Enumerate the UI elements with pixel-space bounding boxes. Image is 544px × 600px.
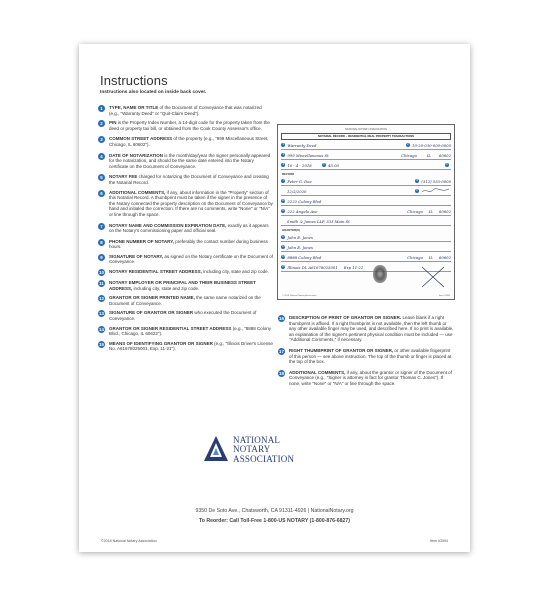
form-entry-city2: Chicago <box>407 208 423 214</box>
form-entry-grantor-sig: John E. Jones <box>287 244 313 250</box>
instruction-text <box>289 315 454 343</box>
form-entry-exp2: Exp 11-21 <box>343 264 364 270</box>
instruction-body: including city, state and zip code. <box>132 285 200 291</box>
instruction-number: 17 <box>279 348 284 354</box>
instruction-heading: GRANTOR OR SIGNER RESIDENTIAL STREET ADDRESS <box>109 325 232 331</box>
form-row-notary-exp <box>281 187 451 196</box>
instruction-heading: NOTARY RESIDENTIAL STREET ADDRESS, <box>109 269 202 275</box>
form-marker: 14 <box>281 254 285 258</box>
notarial-record-sample-form <box>277 124 455 300</box>
form-entry-id: Illinois DL A61678025001 <box>287 264 338 270</box>
instruction-number: 12 <box>99 296 104 302</box>
instruction-heading: TYPE, NAME OR TITLE <box>109 105 159 110</box>
instruction-text <box>109 326 273 337</box>
form-row-notary-addr <box>281 197 451 206</box>
form-entry-notary: Peter G. Doe <box>287 178 312 184</box>
form-marker: 5 <box>323 162 325 166</box>
instruction-text <box>109 254 273 265</box>
form-entry-fee: $5.00 <box>328 162 339 168</box>
instruction-number: 11 <box>99 281 104 287</box>
instruction-item <box>98 341 273 352</box>
notary-signature-scribble <box>421 188 451 194</box>
instruction-body: (e.g., "8888 Colony Blvd., Chicago, IL 60622"). <box>109 325 272 337</box>
document-page <box>79 44 470 552</box>
instruction-heading: ADDITIONAL COMMENTS, <box>289 369 346 375</box>
form-footer-left: © 2018 National Notary Association <box>282 295 317 297</box>
instruction-number: 10 <box>99 270 104 276</box>
instruction-text <box>109 341 273 352</box>
form-header: NATIONAL NOTARY ASSOCIATION <box>344 128 388 131</box>
form-row-date <box>281 161 451 170</box>
instruction-number: 13 <box>99 311 104 317</box>
instruction-number: 16 <box>279 316 284 321</box>
instruction-body: including city, state and zip code. <box>201 269 269 275</box>
instruction-number: 5 <box>98 174 105 181</box>
form-marker: 6 <box>446 162 448 166</box>
instruction-heading: NOTARY NAME AND COMMISSION EXPIRATION DATE, <box>109 222 227 228</box>
instruction-item <box>98 326 273 337</box>
reorder-line: To Reorder: Call Toll-Free 1-800-US NOTARY (1-800-876-6827) <box>198 518 351 524</box>
instruction-item <box>98 153 273 170</box>
form-footer-right: Item #3594 <box>439 295 450 297</box>
instruction-item <box>98 254 273 265</box>
instruction-item <box>98 136 273 147</box>
instruction-heading: DESCRIPTION OF PRINT OF GRANTOR OR SIGNER. <box>289 315 402 320</box>
form-row-notary <box>281 177 451 186</box>
logo-line2: NOTARY <box>233 444 271 455</box>
form-marker: 8 <box>416 178 418 182</box>
page-title: Instructions <box>100 73 168 88</box>
form-entry-state: IL <box>426 152 431 158</box>
form-row-address <box>281 151 451 160</box>
form-entry-grantor-addr: 8888 Colony Blvd <box>287 254 322 260</box>
instruction-item <box>98 310 273 321</box>
instruction-body: exactly as it appears on the Notary's commissioning paper and official seal. <box>109 222 269 234</box>
instruction-number: 15 <box>99 341 104 347</box>
instruction-number: 1 <box>98 105 105 112</box>
form-row-doc <box>281 141 451 150</box>
form-marker: 15 <box>281 264 285 268</box>
instructions-left-column <box>98 105 273 356</box>
instructions-right-column <box>278 315 454 392</box>
instruction-item <box>278 315 454 343</box>
instruction-body: if any, about information in the "Property" section of this Notarial Record. A thumbprint must be taken if the signer in the presence of the Notary connected the property description on the Document of Conveyance by hand and initialed the correction. If there are no comments, write "None" or "N/A" or line through the space. <box>109 189 273 217</box>
form-entry-state2: IL <box>428 208 433 214</box>
form-entry-city3: Chicago <box>407 254 423 260</box>
form-entry-grantor: John E. Jones <box>287 234 313 240</box>
instruction-heading: SIGNATURE OF NOTARY, <box>109 253 164 259</box>
instruction-body: Leave blank if a right thumbprint is affixed. If a right thumbprint is not available, then the left thumb or any other available finger may be used, and described here. If no print is available, an explanation of the signer's pertinent physical condition must be included — use "Additional Comments," if necessary. <box>289 315 454 343</box>
form-entry-pin: 10-20-030-000-0000 <box>412 142 451 148</box>
instruction-body: preferably the contact number during business hours. <box>109 238 268 250</box>
form-marker: 7 <box>282 178 284 182</box>
instruction-heading: MEANS OF IDENTIFYING GRANTOR OR SIGNER <box>109 340 213 346</box>
instruction-heading: ADDITIONAL COMMENTS, <box>109 189 166 195</box>
instruction-item <box>278 348 454 365</box>
instruction-item <box>98 295 273 306</box>
form-marker: 9 <box>416 188 418 192</box>
form-marker: 1 <box>282 142 284 146</box>
instruction-text <box>109 310 273 321</box>
form-marker: 4 <box>282 162 284 166</box>
form-entry-employer-addr: 222 Angelo Ave <box>287 208 318 214</box>
instruction-number: 18 <box>279 370 284 376</box>
instruction-item <box>98 120 273 131</box>
instruction-heading: PHONE NUMBER OF NOTARY, <box>109 238 175 244</box>
logo-line3: ASSOCIATION <box>233 453 295 464</box>
form-entry-notary-addr: 2222 Colony Blvd <box>287 198 322 204</box>
form-title-bar: NOTARIAL RECORD – RESIDENTIAL REAL PROPERTY TRANSACTIONS <box>281 133 451 140</box>
instruction-heading: COMMON STREET ADDRESS <box>109 136 173 142</box>
instruction-heading: SIGNATURE OF GRANTOR OR SIGNER <box>109 310 194 316</box>
form-row-employer <box>281 217 451 226</box>
instruction-body: of the Document of Conveyance that was notarized (e.g., "Warranty Deed" or "Quit-Claim Deed"). <box>109 105 262 116</box>
logo-line1: NATIONAL <box>233 435 281 445</box>
copyright: ©2018 National Notary Association <box>101 539 157 543</box>
org-address: 9350 De Soto Ave., Chatsworth, CA 91311-4926 | NationalNotary.org <box>195 508 354 514</box>
instruction-body: of the property (e.g., "999 Miscellaneous Street, Chicago, IL 60602"). <box>109 136 269 147</box>
form-entry-zip2: 60602 <box>438 208 451 214</box>
instruction-text <box>109 153 273 170</box>
instruction-body: (e.g., "Illinois Driver's License No. A61678025001, Exp. 11-21"). <box>109 340 273 352</box>
instruction-number: 2 <box>98 120 105 127</box>
instruction-text <box>109 223 273 234</box>
instruction-text <box>109 239 273 250</box>
instruction-item <box>98 223 273 234</box>
instruction-text <box>109 105 273 116</box>
instruction-item <box>98 269 273 276</box>
instruction-item <box>278 370 454 387</box>
instruction-number: 7 <box>98 223 105 230</box>
instruction-item <box>98 174 273 185</box>
instruction-text <box>109 295 273 306</box>
instruction-heading: NOTARY EMPLOYER OR PRINCIPAL AND THEIR BUSINESS STREET ADDRESS, <box>109 280 256 291</box>
form-marker: 2 <box>407 142 409 146</box>
instruction-number: 4 <box>98 153 105 160</box>
instruction-heading: RIGHT THUMBPRINT OF GRANTOR OR SIGNER, <box>289 347 394 353</box>
nna-logo-icon <box>203 435 229 465</box>
form-entry-city: Chicago <box>401 152 417 158</box>
form-row-grantor <box>281 233 451 242</box>
form-entry-state3: IL <box>428 254 433 260</box>
instruction-number: 6 <box>98 190 105 197</box>
nna-logo <box>203 435 343 467</box>
instruction-text <box>109 269 273 275</box>
instruction-body: as signed on the Notary certificate on the Document of Conveyance. <box>109 253 273 265</box>
instruction-text <box>289 370 454 387</box>
instruction-item <box>98 239 273 250</box>
instruction-text <box>289 348 454 365</box>
form-entry-zip: 60602 <box>438 152 451 158</box>
form-section-grantors: GRANTOR(S) <box>282 228 300 232</box>
instruction-text <box>109 174 273 185</box>
instruction-body: charged for notarizing the Document of Conveyance and creating the Notarial Record. <box>109 174 269 185</box>
instruction-body: who executed the Document of Conveyance. <box>109 310 257 322</box>
form-row-employer-addr <box>281 207 451 216</box>
instruction-number: 8 <box>98 239 105 246</box>
thumbprint-image <box>373 265 387 283</box>
crossed-out-box <box>420 265 446 289</box>
instruction-item <box>98 105 273 116</box>
form-marker: 12 <box>281 234 285 238</box>
instruction-number: 9 <box>98 254 105 261</box>
form-row-grantor-addr <box>281 253 451 262</box>
form-entry-doc: Warranty Deed <box>287 142 317 148</box>
instruction-body: the same name notarized on the Document of Conveyance. <box>109 295 261 306</box>
instruction-body: or other available fingerprint of this person — see above instruction. The top of the thumb or finger is placed at the top of the box. <box>289 347 452 365</box>
instruction-body: if any, about the grantor or signer of the Document of Conveyance (e.g., "Signer is attorney in fact for grantor Thomas C. Jones"). If none, write "None" or "N/A" or line through the space. <box>289 369 452 386</box>
instruction-text <box>109 280 273 291</box>
instruction-item <box>98 190 273 218</box>
instruction-number: 14 <box>99 326 104 332</box>
form-marker: 3 <box>282 152 284 156</box>
instruction-number: 3 <box>98 136 105 143</box>
instruction-heading: GRANTOR OR SIGNER PRINTED NAME, <box>109 295 195 301</box>
instruction-text <box>109 190 273 218</box>
instruction-body: is the month/day/year the signer personally appeared for the notarization, and should be the same date entered into the Notary certificate on the Document of Conveyance. <box>109 152 271 169</box>
instruction-body: is the Property Index Number, a 14-digit code for the property taken from the deed or property tax bill, or obtained from the Cook County Assessor's office. <box>109 120 270 131</box>
instruction-heading: PIN <box>109 120 117 126</box>
nna-logo-text <box>233 436 294 464</box>
form-entry-employer: Smith & James LLP, 333 Main St <box>287 218 350 224</box>
instruction-text <box>109 120 273 131</box>
form-entry-phone: (312) 555-0000 <box>421 178 451 184</box>
form-entry-exp: 12/2/2020 <box>287 188 307 194</box>
form-entry-zip3: 60602 <box>438 254 451 260</box>
form-entry-date: 10 - 4 - 2018 <box>287 162 312 168</box>
instruction-item <box>98 280 273 291</box>
item-number: Item #3594 <box>430 539 448 543</box>
form-row-grantor-sig <box>281 243 451 252</box>
page-subtitle: Instructions also located on inside back cover. <box>100 90 207 95</box>
instruction-text <box>109 136 273 147</box>
form-entry-address: 999 Miscellaneous St <box>287 152 329 158</box>
form-section-record: RECORD <box>282 172 295 176</box>
form-marker: 13 <box>281 244 285 248</box>
form-marker: 11 <box>281 208 285 212</box>
instruction-heading: DATE OF NOTARIZATION <box>109 152 163 158</box>
instruction-heading: NOTARY FEE <box>109 174 138 180</box>
form-marker: 10 <box>281 198 285 202</box>
